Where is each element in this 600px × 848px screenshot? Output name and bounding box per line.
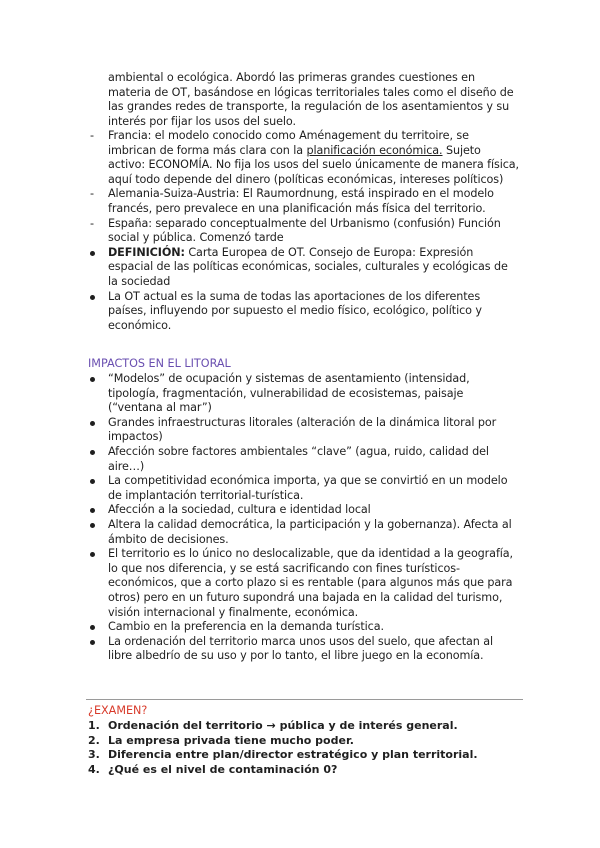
planificacion-link: planificación económica. — [306, 143, 443, 157]
exam-item-number: 2. — [88, 733, 100, 747]
exam-item — [88, 734, 528, 749]
dash-marker: - — [90, 216, 94, 230]
bullet-icon — [90, 552, 95, 557]
exam-list — [88, 719, 528, 777]
list-item: “Modelos” de ocupación y sistemas de asentamiento (intensidad, tipología, fragmentación, vulnerabilidad de ecosistemas, paisaje (“ventana al mar”) — [88, 372, 520, 416]
list-item-alemania: - Alemania-Suiza-Austria: El Raumordnung, está inspirado en el modelo francés, pero prevalece en una planificación más física del territorio. — [90, 187, 494, 215]
exam-item — [88, 763, 528, 778]
dash-marker: - — [90, 129, 94, 142]
section-title-impactos: IMPACTOS EN EL LITORAL — [88, 357, 231, 370]
exam-item-text: La empresa privada tiene mucho poder. — [108, 733, 354, 747]
country-dash-list — [88, 129, 520, 333]
list-item-espana: - España: separado conceptualmente del Urbanismo (confusión) Función social y pública. Comenzó tarde — [90, 216, 501, 245]
exam-item-text: Ordenación del territorio → pública y de interés general. — [108, 719, 458, 732]
bullet-icon — [90, 508, 95, 513]
bullet-icon — [90, 251, 95, 256]
list-item: Cambio en la preferencia en la demanda turística. — [88, 620, 520, 635]
bullet-icon — [90, 625, 95, 630]
list-item: El territorio es lo único no deslocalizable, que da identidad a la geografía, lo que nos diferencia, y se está sacrificando con fines turísticos-económicos, que a corto plazo si es rentable (para algunos más que para otros) pero en un futuro supondrá una bajada en la calidad del turismo, visión internacional y finalmente, económica. — [88, 547, 520, 620]
exam-item-number: 3. — [88, 748, 100, 762]
divider-line — [86, 699, 523, 700]
bullet-icon — [90, 450, 95, 455]
list-item-francia: - Francia: el modelo conocido como Aménagement du territoire, se imbrican de forma más clara con la planificación económica. Sujeto activo: ECONOMÍA. No fija los usos del suelo únicamente de manera física, aquí todo depende del dinero (políticas económicas, intereses políticos) — [90, 129, 519, 186]
list-item-ot-actual: La OT actual es la suma de todas las aportaciones de los diferentes países, influyendo por supuesto el medio físico, ecológico, político y económico. — [88, 290, 520, 334]
dash-marker: - — [90, 187, 94, 201]
list-item-definicion: DEFINICIÓN: Carta Europea de OT. Consejo de Europa: Expresión espacial de las políticas económicas, sociales, culturales y ecológicas de la sociedad — [88, 246, 520, 290]
bullet-icon — [90, 377, 95, 382]
list-item: Altera la calidad democrática, la participación y la gobernanza). Afecta al ámbito de decisiones. — [88, 518, 520, 547]
bullet-icon — [90, 523, 95, 528]
list-item: Afección a la sociedad, cultura e identidad local — [88, 503, 520, 518]
exam-item — [88, 719, 528, 734]
bullet-icon — [90, 421, 95, 426]
list-item: Afección sobre factores ambientales “clave” (agua, ruido, calidad del aire…) — [88, 445, 520, 474]
intro-continuation: ambiental o ecológica. Abordó las primeras grandes cuestiones en materia de OT, basándose en lógicas territoriales tales como el diseño de las grandes redes de transporte, la regulación de los asentamientos y su interés por fijar los usos del suelo. — [108, 71, 514, 128]
definicion-label: DEFINICIÓN: — [108, 245, 185, 259]
exam-item-number: 1. — [88, 719, 100, 732]
exam-item — [88, 748, 528, 763]
exam-item-text: ¿Qué es el nivel de contaminación 0? — [108, 762, 338, 776]
bullet-icon — [90, 640, 95, 645]
list-item: Grandes infraestructuras litorales (alteración de la dinámica litoral por impactos) — [88, 416, 520, 445]
impactos-list — [88, 372, 520, 664]
list-item: La ordenación del territorio marca unos usos del suelo, que afectan al libre albedrío de su uso y por lo tanto, el libre juego en la economía. — [88, 635, 520, 664]
exam-item-number: 4. — [88, 762, 100, 776]
bullet-icon — [90, 479, 95, 484]
exam-item-text: Diferencia entre plan/director estratégico y plan territorial. — [108, 748, 478, 762]
bullet-icon — [90, 295, 95, 300]
list-item: La competitividad económica importa, ya que se convirtió en un modelo de implantación territorial-turística. — [88, 474, 520, 503]
exam-title: ¿EXAMEN? — [88, 704, 148, 717]
